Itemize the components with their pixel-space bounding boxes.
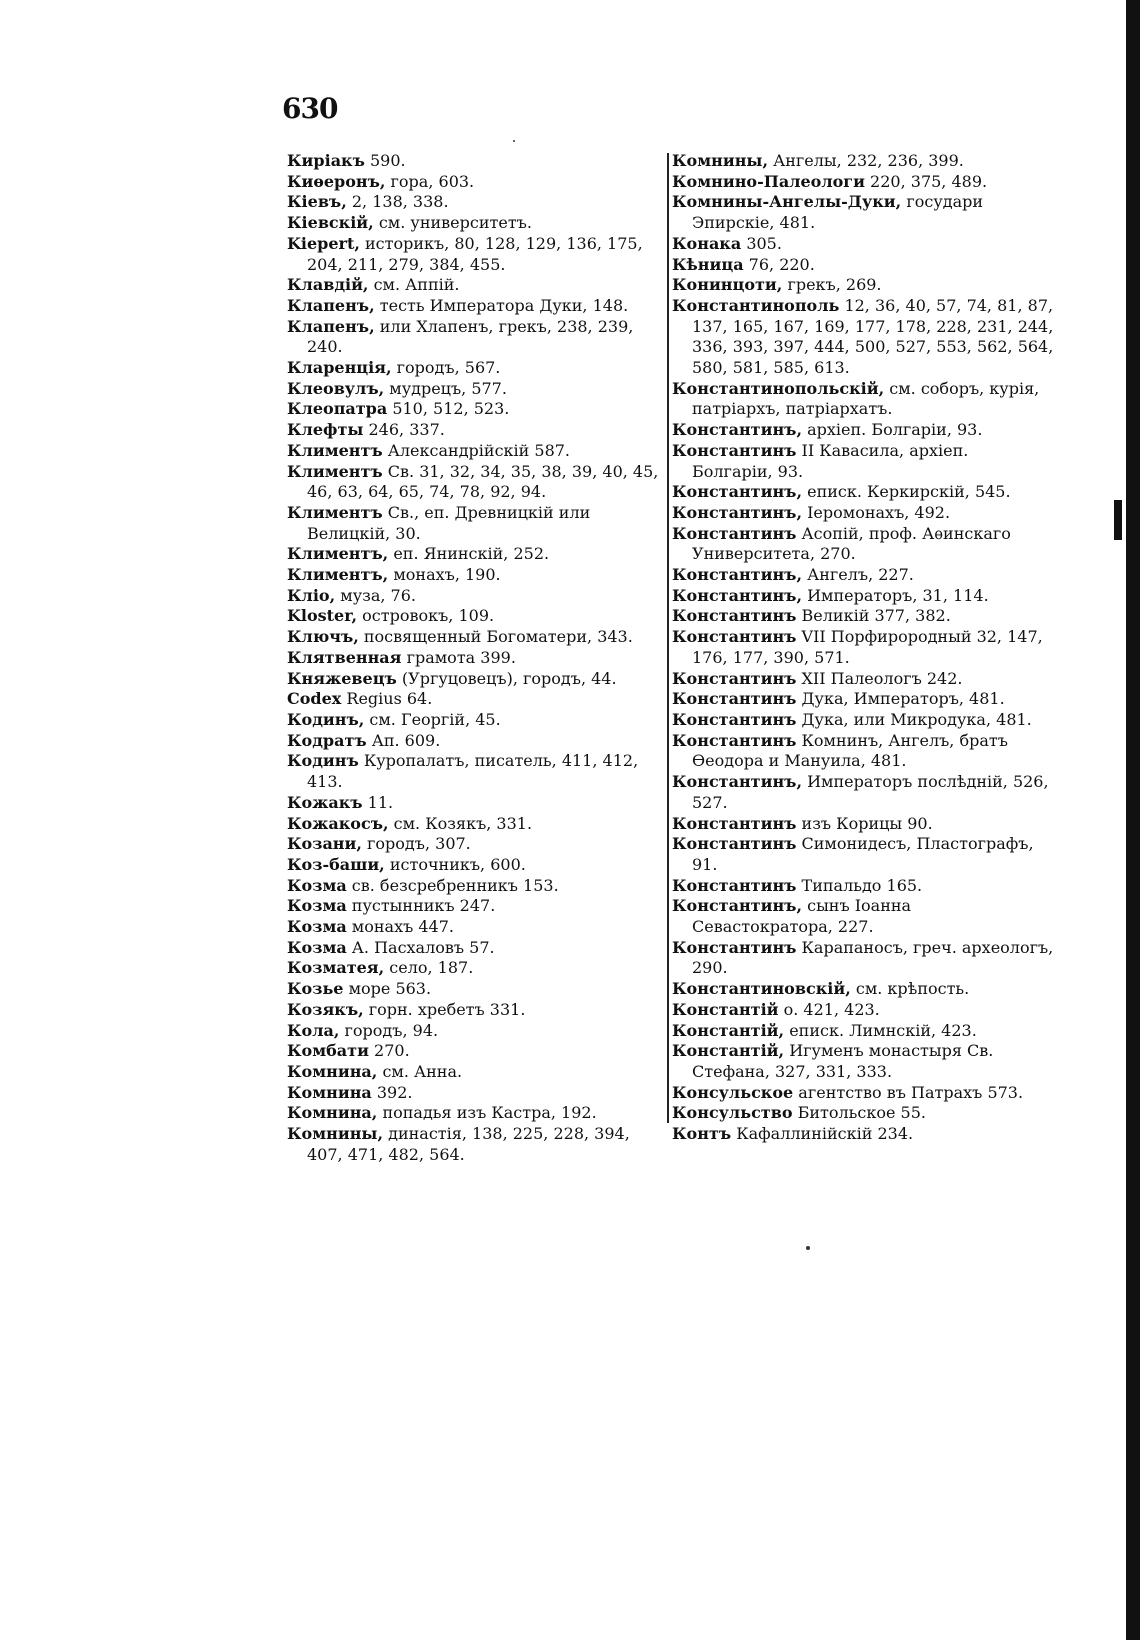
index-entry-references: еписк. Керкирскiй, 545. <box>802 482 1011 502</box>
index-entry-headword: Клефты <box>287 420 364 440</box>
index-entry-references: посвященный Богоматери, 343. <box>358 627 633 647</box>
scan-speck <box>806 1246 810 1250</box>
index-entry-references: 246, 337. <box>363 420 445 440</box>
index-entry-headword: Константинъ <box>672 709 797 729</box>
index-entry-headword: Комнина, <box>287 1061 378 1081</box>
index-entry <box>287 876 667 897</box>
index-entry-references: гора, 603. <box>385 171 475 191</box>
index-entry-references: агентство въ Патрахъ 573. <box>793 1082 1024 1102</box>
index-entry-references: изъ Корицы 90. <box>796 813 933 833</box>
index-entry-headword: Климентъ <box>287 461 383 481</box>
index-entry-references: см. Козякъ, 331. <box>388 813 533 833</box>
index-entry-references: Великiй 377, 382. <box>796 606 951 626</box>
index-entry-headword: Климентъ, <box>287 565 389 585</box>
index-entry-headword: Консульское <box>672 1082 794 1102</box>
index-entry <box>287 379 667 400</box>
index-entry <box>672 1103 1054 1124</box>
index-entry-headword: Клапенъ, <box>287 295 375 315</box>
index-entry-references: Императоръ послѣднiй, 526, 527. <box>692 772 1049 812</box>
index-entry <box>672 151 1054 172</box>
index-entry-references: см. Анна. <box>377 1061 463 1081</box>
index-entry-headword: Константинъ <box>672 606 797 626</box>
index-entry-references: историкъ, 80, 128, 129, 136, 175, 204, 211, 279, 384, 455. <box>307 233 643 274</box>
index-entry <box>287 462 667 503</box>
index-entry-references: VII Порфирородный 32, 147, 176, 177, 390, 571. <box>692 627 1043 667</box>
index-entry <box>287 793 667 814</box>
index-entry-headword: Комбати <box>287 1041 369 1061</box>
index-entry-headword: Константинъ, <box>672 420 803 440</box>
index-entry <box>672 586 1054 607</box>
index-entry-headword: Кодинъ, <box>287 709 365 729</box>
index-entry-headword: Константинъ <box>672 440 797 460</box>
index-entry <box>287 151 667 172</box>
index-entry-headword: Константинъ, <box>672 772 803 792</box>
index-entry-headword: Комнина <box>287 1082 372 1102</box>
index-entry-headword: Козма <box>287 896 347 916</box>
index-entry-references: городъ, 94. <box>339 1020 439 1040</box>
index-entry-headword: Козматея, <box>287 958 385 978</box>
index-entry-references: сынъ Iоанна Севастократора, 227. <box>692 896 912 937</box>
index-entry-headword: Константинъ <box>672 937 797 957</box>
index-entry-headword: Климентъ <box>287 502 383 522</box>
index-entry <box>287 669 667 690</box>
index-entry-headword: Константiй, <box>672 1020 785 1040</box>
index-entry-references: грамота 399. <box>401 647 516 667</box>
index-entry <box>287 275 667 296</box>
index-entry-references: Комнинъ, Ангелъ, братъ Ѳеодора и Мануила, 481. <box>692 730 1008 771</box>
index-entry <box>672 938 1054 979</box>
index-entry-headword: Клеопатра <box>287 399 388 419</box>
index-entry-headword: Кожакосъ, <box>287 813 389 833</box>
index-entry <box>287 192 667 213</box>
index-entry-headword: Клапенъ, <box>287 316 375 336</box>
index-entry <box>672 192 1054 233</box>
index-entry-references: Императоръ, 31, 114. <box>802 585 989 605</box>
index-entry <box>287 213 667 234</box>
index-entry <box>287 834 667 855</box>
scan-edge-shadow <box>1126 0 1140 1640</box>
index-entry <box>672 1083 1054 1104</box>
index-entry-headword: Кѣница <box>672 254 744 274</box>
index-entry-references: 76, 220. <box>743 254 815 274</box>
index-entry-references: 590. <box>364 151 406 170</box>
index-entry-references: мудрецъ, 577. <box>384 378 507 398</box>
index-entry-references: государи Эпирскiе, 481. <box>692 192 984 233</box>
scan-edge-mark <box>1114 500 1122 540</box>
index-entry-headword: Константiй, <box>672 1041 785 1061</box>
index-entry-headword: Клятвенная <box>287 647 402 667</box>
index-entry-headword: Константинопольскiй, <box>672 378 885 398</box>
index-entry-headword: Константiй <box>672 999 779 1019</box>
index-entry-headword: Кирiакъ <box>287 151 365 170</box>
index-entry-references: городъ, 307. <box>361 834 471 854</box>
index-entry-references: архiеп. Болгарiи, 93. <box>802 420 983 440</box>
index-entry-headword: Kloster, <box>287 606 358 626</box>
index-entry <box>287 296 667 317</box>
index-entry-references: Ангелы, 232, 236, 399. <box>768 151 964 170</box>
index-entry-headword: Конака <box>672 233 742 253</box>
index-entry-headword: Конинцоти, <box>672 275 783 295</box>
index-entry-headword: Константинъ <box>672 730 797 750</box>
index-entry <box>287 731 667 752</box>
index-entry-headword: Константинъ, <box>672 896 803 916</box>
index-entry-references: пустынникъ 247. <box>346 896 496 916</box>
index-entry <box>287 606 667 627</box>
index-entry-headword: Константинъ <box>672 834 797 854</box>
index-entry-references: еп. Янинскiй, 252. <box>388 544 550 564</box>
index-entry-references: Ангелъ, 227. <box>802 565 914 585</box>
index-entry <box>672 814 1054 835</box>
index-entry-references: см. университетъ. <box>373 213 532 233</box>
index-entry <box>672 420 1054 441</box>
index-entry-headword: Константинополь <box>672 295 840 315</box>
index-entry-references: Дука, Императоръ, 481. <box>796 689 1005 709</box>
index-entry <box>287 1124 667 1165</box>
index-entry-references: село, 187. <box>384 958 474 978</box>
index-entry-headword: Ключъ, <box>287 627 359 647</box>
index-entry <box>672 565 1054 586</box>
index-entry-headword: Константинъ, <box>672 502 803 522</box>
index-entry-headword: Константинъ <box>672 813 797 833</box>
index-entry-references: А. Пасхаловъ 57. <box>346 937 495 957</box>
index-entry <box>287 855 667 876</box>
index-entry <box>287 1103 667 1124</box>
index-entry-headword: Клавдiй, <box>287 275 369 295</box>
index-entry-references: Св. 31, 32, 34, 35, 38, 39, 40, 45, 46, 63, 64, 65, 74, 78, 92, 94. <box>307 461 659 502</box>
index-entry <box>287 917 667 938</box>
index-entry-references: монахъ, 190. <box>388 565 501 585</box>
index-entry-references: Куропалатъ, писатель, 411, 412, 413. <box>307 751 639 792</box>
index-entry-headword: Климентъ, <box>287 544 389 564</box>
index-entry <box>672 689 1054 710</box>
index-entry <box>672 441 1054 482</box>
index-entry-headword: Кола, <box>287 1020 340 1040</box>
index-entry <box>287 751 667 792</box>
index-entry-references: (Ургуцовецъ), городъ, 44. <box>396 668 617 688</box>
index-entry-references: 270. <box>368 1041 410 1061</box>
index-entry <box>287 420 667 441</box>
index-entry-references: 11. <box>362 792 394 812</box>
index-entry-references: или Хлапенъ, грекъ, 238, 239, 240. <box>307 316 634 357</box>
index-entry-headword: Kiepert, <box>287 233 360 253</box>
index-entry-headword: Комнины-Ангелы-Дуки, <box>672 192 902 212</box>
index-entry-headword: Кодратъ <box>287 730 367 750</box>
index-entry-headword: Константинъ <box>672 627 797 647</box>
index-entry-headword: Козма <box>287 875 347 895</box>
index-entry-references: Битольское 55. <box>792 1103 926 1123</box>
index-entry-references: море 563. <box>343 979 432 999</box>
index-entry <box>287 896 667 917</box>
index-entry-references: XII Палеологъ 242. <box>796 668 963 688</box>
index-entry <box>672 234 1054 255</box>
index-entry <box>672 296 1054 379</box>
index-entry-references: Iеромонахъ, 492. <box>802 502 951 522</box>
index-entry-references: Симонидесъ, Пластографъ, 91. <box>692 834 1034 874</box>
index-entry-references: Ап. 609. <box>366 730 441 750</box>
index-column-right <box>672 151 1054 1145</box>
index-entry-headword: Комнины, <box>287 1124 384 1144</box>
index-entry <box>287 958 667 979</box>
index-entry <box>672 896 1054 937</box>
index-entry <box>287 234 667 275</box>
index-entry-references: Типальдо 165. <box>796 875 923 895</box>
index-entry-headword: Codex <box>287 689 342 709</box>
index-entry-references: см. Аппiй. <box>368 275 460 295</box>
index-entry <box>672 1021 1054 1042</box>
index-entry <box>672 669 1054 690</box>
index-entry-headword: Козякъ, <box>287 999 364 1019</box>
index-entry <box>672 606 1054 627</box>
index-entry <box>287 565 667 586</box>
index-entry <box>287 586 667 607</box>
index-entry <box>287 627 667 648</box>
index-entry-headword: Контъ <box>672 1124 732 1144</box>
index-entry-references: династiя, 138, 225, 228, 394, 407, 471, 482, 564. <box>307 1124 630 1164</box>
index-entry-references: см. крѣпость. <box>850 979 970 999</box>
index-entry-headword: Константинъ <box>672 668 797 688</box>
index-entry-headword: Константинъ, <box>672 565 803 585</box>
index-entry-references: Дука, или Микродука, 481. <box>796 709 1032 729</box>
index-entry-headword: Козма <box>287 937 347 957</box>
index-entry-references: 392. <box>371 1082 413 1102</box>
index-entry-headword: Кодинъ <box>287 751 359 771</box>
index-entry <box>287 544 667 565</box>
index-entry <box>672 1000 1054 1021</box>
index-entry <box>287 1041 667 1062</box>
index-entry-headword: Княжевецъ <box>287 668 397 688</box>
index-entry-references: еписк. Лимнскiй, 423. <box>784 1020 977 1040</box>
index-entry <box>287 399 667 420</box>
index-entry-headword: Климентъ <box>287 440 383 460</box>
index-entry <box>672 627 1054 668</box>
index-entry-references: тесть Императора Дуки, 148. <box>374 295 629 315</box>
index-entry-references: Кафаллинiйскiй 234. <box>731 1124 914 1144</box>
index-entry <box>287 1062 667 1083</box>
index-entry-headword: Константиновскiй, <box>672 979 851 999</box>
index-entry-headword: Козани, <box>287 834 362 854</box>
index-entry <box>287 710 667 731</box>
index-entry <box>287 979 667 1000</box>
index-entry <box>287 172 667 193</box>
index-entry <box>672 524 1054 565</box>
index-entry-references: см. Георгiй, 45. <box>364 709 501 729</box>
index-entry <box>287 358 667 379</box>
index-entry-references: островокъ, 109. <box>357 606 495 626</box>
index-entry-headword: Киѳеронъ, <box>287 171 386 191</box>
index-entry-headword: Клеовулъ, <box>287 378 385 398</box>
index-entry-references: 12, 36, 40, 57, 74, 81, 87, 137, 165, 167, 169, 177, 178, 228, 231, 244, 336, 393, 397, 444, 500, 527, 553, 562, 564, 580, 581, 585, 613. <box>692 295 1054 378</box>
index-entry-references: Regius 64. <box>341 689 433 709</box>
index-entry-headword: Кiевъ, <box>287 192 347 212</box>
index-entry-headword: Комнины, <box>672 151 769 170</box>
index-entry <box>672 255 1054 276</box>
index-entry-references: Игуменъ монастыря Св. Стефана, 327, 331, 333. <box>692 1041 994 1081</box>
index-entry <box>672 731 1054 772</box>
index-entry <box>287 938 667 959</box>
index-entry-references: муза, 76. <box>335 585 416 605</box>
index-entry-headword: Козма <box>287 917 347 937</box>
index-entry <box>287 689 667 710</box>
index-entry <box>287 1000 667 1021</box>
index-entry-headword: Константинъ, <box>672 585 803 605</box>
index-entry-headword: Консульство <box>672 1103 793 1123</box>
index-entry <box>287 648 667 669</box>
column-divider <box>667 153 669 1123</box>
index-entry <box>672 876 1054 897</box>
index-entry-headword: Константинъ <box>672 523 797 543</box>
index-entry <box>287 441 667 462</box>
index-entry <box>672 772 1054 813</box>
index-entry-headword: Козье <box>287 979 344 999</box>
index-entry-headword: Комнино-Палеологи <box>672 171 865 191</box>
index-entry-headword: Клiо, <box>287 585 336 605</box>
index-entry <box>287 317 667 358</box>
index-entry-headword: Константинъ, <box>672 482 803 502</box>
index-entry <box>672 979 1054 1000</box>
index-entry <box>287 814 667 835</box>
index-entry <box>672 172 1054 193</box>
index-entry <box>672 1041 1054 1082</box>
index-entry-references: 220, 375, 489. <box>864 171 988 191</box>
index-entry-references: см. соборъ, курiя, патрiархъ, патрiархатъ. <box>692 378 1040 419</box>
index-entry-headword: Константинъ <box>672 689 797 709</box>
index-entry-references: попадья изъ Кастра, 192. <box>377 1103 597 1123</box>
index-entry-references: 305. <box>741 233 782 253</box>
index-entry <box>672 834 1054 875</box>
index-entry-references: горн. хребетъ 331. <box>363 999 526 1019</box>
index-entry <box>672 482 1054 503</box>
index-entry-references: 510, 512, 523. <box>387 399 510 419</box>
index-entry <box>287 1021 667 1042</box>
index-entry-headword: Кiевскiй, <box>287 213 374 233</box>
index-entry <box>287 1083 667 1104</box>
index-entry-references: Асопiй, проф. Аѳинскаго Университета, 270. <box>692 523 1011 564</box>
index-entry-references: монахъ 447. <box>346 917 454 937</box>
index-entry-references: источникъ, 600. <box>384 854 526 874</box>
index-entry-headword: Коз-баши, <box>287 854 385 874</box>
index-entry-references: городъ, 567. <box>391 358 501 378</box>
page-number: 630 <box>282 92 338 125</box>
index-entry-references: св. безсребренникъ 153. <box>346 875 559 895</box>
index-column-left <box>287 151 667 1165</box>
index-entry-references: грекъ, 269. <box>782 275 882 295</box>
index-entry <box>672 1124 1054 1145</box>
index-entry <box>287 503 667 544</box>
index-entry <box>672 710 1054 731</box>
scan-speck <box>513 140 515 142</box>
index-entry-headword: Комнина, <box>287 1103 378 1123</box>
index-entry-references: 2, 138, 338. <box>346 192 449 212</box>
index-entry-references: Александрiйскiй 587. <box>382 440 571 460</box>
index-entry-references: II Кавасила, архiеп. Болгарiи, 93. <box>692 440 969 481</box>
index-entry-references: Карапаносъ, греч. археологъ, 290. <box>692 937 1054 978</box>
index-entry-headword: Константинъ <box>672 875 797 895</box>
index-entry-headword: Кларенцiя, <box>287 358 392 378</box>
index-entry <box>672 503 1054 524</box>
index-entry-headword: Кожакъ <box>287 792 363 812</box>
index-entry <box>672 379 1054 420</box>
index-entry-references: Св., еп. Древницкiй или Велицкiй, 30. <box>307 502 591 543</box>
index-entry <box>672 275 1054 296</box>
index-entry-references: о. 421, 423. <box>778 999 880 1019</box>
